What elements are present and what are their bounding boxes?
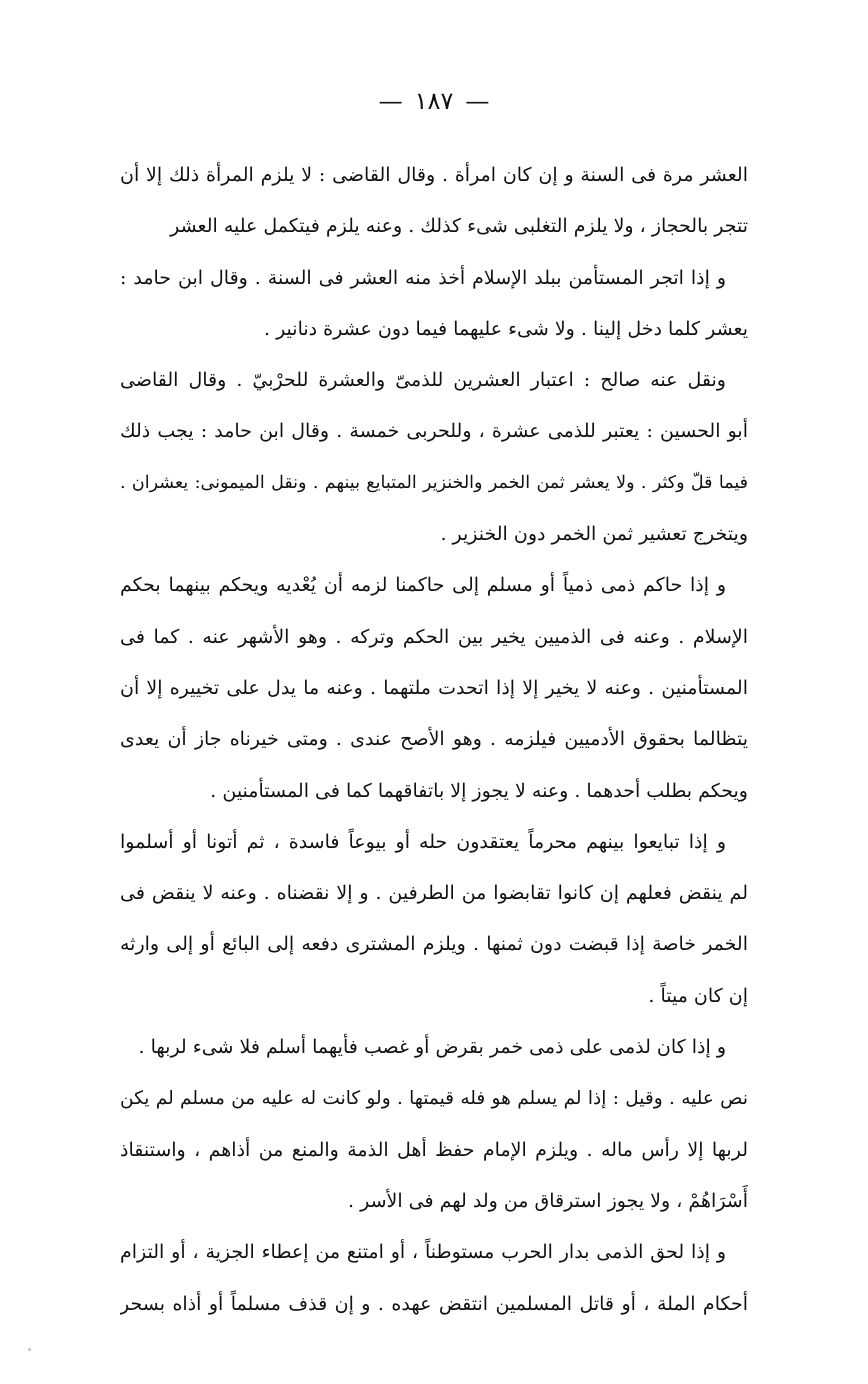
text-line: تتجر بالحجاز ، ولا يلزم التغلبى شىء كذلك . وعنه يلزم فيتكمل عليه العشر <box>170 215 748 238</box>
text-line: ويحكم بطلب أحدهما . وعنه لا يجوز إلا باتفاقهما كما فى المستأمنين . <box>210 779 748 802</box>
text-line: إن كان ميتاً . <box>648 984 748 1007</box>
text-line: يعشر كلما دخل إلينا . ولا شىء عليهما فيما دون عشرة دنانير . <box>263 317 748 340</box>
text-line: فيما قلّ وكثر . ولا يعشر ثمن الخمر والخنزير المتبايع بينهم . ونقل الميمونى: يعشران . <box>120 472 748 493</box>
text-line: العشر مرة فى السنة و إن كان امرأة . وقال القاضى : لا يلزم المرأة ذلك إلا أن <box>120 164 748 186</box>
text-line: و إذا حاكم ذمى ذمياً أو مسلم إلى حاكمنا لزمه أن يُعْديه ويحكم بينهما بحكم <box>120 574 726 597</box>
text-line: و إذا لحق الذمى بدار الحرب مستوطناً ، أو امتنع من إعطاء الجزية ، أو التزام <box>120 1241 726 1264</box>
text-line: و إذا اتجر المستأمن ببلد الإسلام أخذ منه العشر فى السنة . وقال ابن حامد : <box>120 266 726 289</box>
text-line: يتظالما بحقوق الأدميين فيلزمه . وهو الأصح عندى . ومتى خيرناه جاز أن يعدى <box>120 728 748 751</box>
page-number-dash-left: — <box>465 87 490 115</box>
body-text <box>120 150 748 1330</box>
text-line: أَسْرَاهُمْ ، ولا يجوز استرقاق من ولد لهم فى الأسر . <box>348 1189 748 1212</box>
text-line: ويتخرج تعشير ثمن الخمر دون الخنزير . <box>440 523 748 546</box>
page-number-dash-right: — <box>378 87 403 115</box>
page-number: ١٨٧ <box>414 87 454 115</box>
text-line: ونقل عنه صالح : اعتبار العشرين للذمىّ والعشرة للحرْبيّ . وقال القاضى <box>120 369 726 392</box>
text-line: و إذا تبايعوا بينهم محرماً يعتقدون حله أو بيوعاً فاسدة ، ثم أتونا أو أسلموا <box>120 830 726 853</box>
text-line: نص عليه . وقيل : إذا لم يسلم هو فله قيمتها . ولو كانت له عليه من مسلم لم يكن <box>120 1088 748 1110</box>
text-line: الخمر خاصة إذا قبضت دون ثمنها . ويلزم المشترى دفعه إلى البائع أو إلى وارثه <box>120 933 748 956</box>
text-line: المستأمنين . وعنه لا يخير إلا إذا اتحدت ملتهما . وعنه ما يدل على تخييره إلا أن <box>120 676 748 699</box>
scan-speck <box>28 1348 31 1351</box>
text-line: أحكام الملة ، أو قاتل المسلمين انتقض عهده . و إن قذف مسلماً أو أذاه بسحر <box>120 1292 748 1315</box>
page-number-header <box>0 84 868 118</box>
text-line: الإسلام . وعنه فى الذميين يخير بين الحكم وتركه . وهو الأشهر عنه . كما فى <box>120 625 748 648</box>
text-line: و إذا كان لذمى على ذمى خمر بقرض أو غصب فأيهما أسلم فلا شىء لربها . <box>138 1036 726 1059</box>
text-line: لربها إلا رأس ماله . ويلزم الإمام حفظ أهل الذمة والمنع من أذاهم ، واستنقاذ <box>120 1138 748 1161</box>
text-line: أبو الحسين : يعتبر للذمى عشرة ، وللحربى خمسة . وقال ابن حامد : يجب ذلك <box>120 420 748 443</box>
text-line: لم ينقض فعلهم إن كانوا تقابضوا من الطرفين . و إلا نقضناه . وعنه لا ينقض فى <box>120 882 748 905</box>
